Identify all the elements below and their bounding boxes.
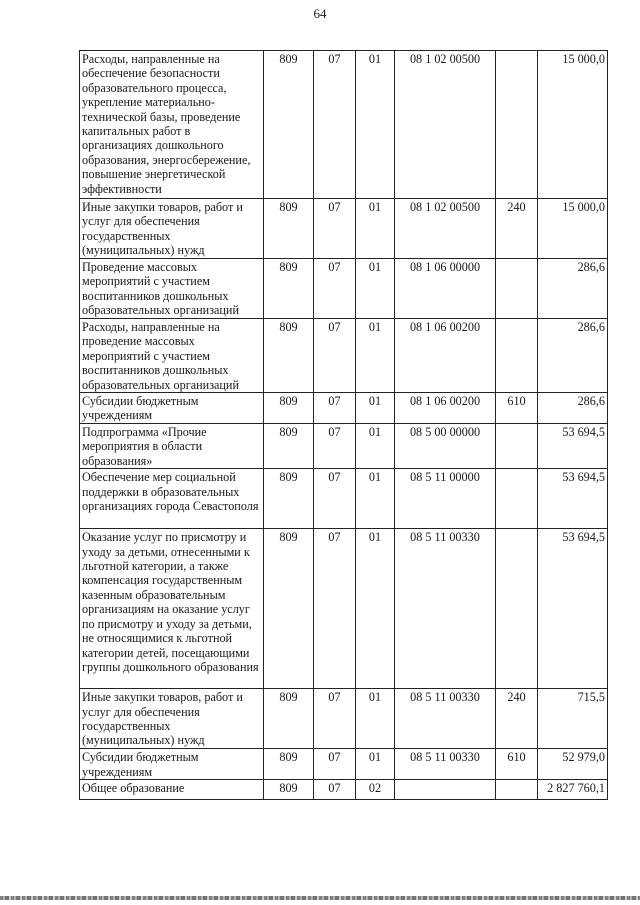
row-description: Субсидии бюджетным учреждениям xyxy=(80,393,264,424)
amount: 286,6 xyxy=(538,393,608,424)
target-article-code: 08 1 02 00500 xyxy=(395,51,496,199)
subsection-code: 01 xyxy=(356,749,395,780)
page-number: 64 xyxy=(313,6,327,21)
section-code: 07 xyxy=(314,424,356,469)
target-article-code xyxy=(395,780,496,800)
expense-type-code xyxy=(496,780,538,800)
subsection-code: 01 xyxy=(356,424,395,469)
ministry-code: 809 xyxy=(264,529,314,689)
ministry-code: 809 xyxy=(264,319,314,393)
amount: 715,5 xyxy=(538,689,608,749)
section-code: 07 xyxy=(314,529,356,689)
amount: 2 827 760,1 xyxy=(538,780,608,800)
section-code: 07 xyxy=(314,393,356,424)
subsection-code: 01 xyxy=(356,689,395,749)
ministry-code: 809 xyxy=(264,780,314,800)
subsection-code: 01 xyxy=(356,393,395,424)
ministry-code: 809 xyxy=(264,469,314,529)
section-code: 07 xyxy=(314,469,356,529)
amount: 15 000,0 xyxy=(538,199,608,259)
target-article-code: 08 5 11 00330 xyxy=(395,529,496,689)
table-row xyxy=(80,51,608,199)
row-description: Субсидии бюджетным учреждениям xyxy=(80,749,264,780)
row-description: Обеспечение мер социальной поддержки в образовательных организациях города Севастополя xyxy=(80,469,264,529)
amount: 53 694,5 xyxy=(538,424,608,469)
table-row xyxy=(80,529,608,689)
amount: 53 694,5 xyxy=(538,529,608,689)
row-description: Расходы, направленные на обеспечение безопасности образовательного процесса, укрепление материально-технической базы, проведение капитальных работ в организациях дошкольного образования, энергосбережение, повышение энергетической эффективности xyxy=(80,51,264,199)
table-row xyxy=(80,424,608,469)
table-row xyxy=(80,259,608,319)
target-article-code: 08 5 00 00000 xyxy=(395,424,496,469)
scan-edge-artifact xyxy=(0,896,640,900)
table-row xyxy=(80,749,608,780)
subsection-code: 02 xyxy=(356,780,395,800)
table-row xyxy=(80,319,608,393)
table-row xyxy=(80,199,608,259)
ministry-code: 809 xyxy=(264,199,314,259)
amount: 15 000,0 xyxy=(538,51,608,199)
row-description: Подпрограмма «Прочие мероприятия в области образования» xyxy=(80,424,264,469)
expense-type-code xyxy=(496,529,538,689)
expense-type-code xyxy=(496,319,538,393)
amount: 52 979,0 xyxy=(538,749,608,780)
section-code: 07 xyxy=(314,749,356,780)
subsection-code: 01 xyxy=(356,469,395,529)
amount: 286,6 xyxy=(538,319,608,393)
target-article-code: 08 5 11 00000 xyxy=(395,469,496,529)
amount: 286,6 xyxy=(538,259,608,319)
ministry-code: 809 xyxy=(264,51,314,199)
expense-type-code xyxy=(496,424,538,469)
row-description: Общее образование xyxy=(80,780,264,800)
row-description: Иные закупки товаров, работ и услуг для обеспечения государственных (муниципальных) нужд xyxy=(80,199,264,259)
ministry-code: 809 xyxy=(264,424,314,469)
table-row xyxy=(80,689,608,749)
expense-type-code xyxy=(496,259,538,319)
ministry-code: 809 xyxy=(264,749,314,780)
expense-type-code xyxy=(496,51,538,199)
section-code: 07 xyxy=(314,259,356,319)
section-code: 07 xyxy=(314,51,356,199)
subsection-code: 01 xyxy=(356,319,395,393)
section-code: 07 xyxy=(314,689,356,749)
expense-type-code: 610 xyxy=(496,749,538,780)
table-row xyxy=(80,393,608,424)
expense-type-code: 240 xyxy=(496,689,538,749)
budget-table xyxy=(79,50,608,800)
subsection-code: 01 xyxy=(356,51,395,199)
target-article-code: 08 1 06 00000 xyxy=(395,259,496,319)
table-row xyxy=(80,469,608,529)
section-code: 07 xyxy=(314,780,356,800)
subsection-code: 01 xyxy=(356,259,395,319)
section-code: 07 xyxy=(314,199,356,259)
expense-type-code xyxy=(496,469,538,529)
amount: 53 694,5 xyxy=(538,469,608,529)
target-article-code: 08 5 11 00330 xyxy=(395,749,496,780)
section-code: 07 xyxy=(314,319,356,393)
target-article-code: 08 5 11 00330 xyxy=(395,689,496,749)
ministry-code: 809 xyxy=(264,259,314,319)
target-article-code: 08 1 02 00500 xyxy=(395,199,496,259)
subsection-code: 01 xyxy=(356,199,395,259)
expense-type-code: 240 xyxy=(496,199,538,259)
ministry-code: 809 xyxy=(264,689,314,749)
row-description: Проведение массовых мероприятий с участием воспитанников дошкольных образовательных организаций xyxy=(80,259,264,319)
subsection-code: 01 xyxy=(356,529,395,689)
target-article-code: 08 1 06 00200 xyxy=(395,393,496,424)
target-article-code: 08 1 06 00200 xyxy=(395,319,496,393)
table-row xyxy=(80,780,608,800)
expense-type-code: 610 xyxy=(496,393,538,424)
ministry-code: 809 xyxy=(264,393,314,424)
row-description: Иные закупки товаров, работ и услуг для обеспечения государственных (муниципальных) нужд xyxy=(80,689,264,749)
row-description: Оказание услуг по присмотру и уходу за детьми, отнесенными к льготной категории, а также компенсация государственным казенным образовательным организациям на оказание услуг по присмотру и уходу за детьми, не относящимися к льготной категории детей, посещающими группы дошкольного образования xyxy=(80,529,264,689)
row-description: Расходы, направленные на проведение массовых мероприятий с участием воспитанников дошкольных образовательных организаций xyxy=(80,319,264,393)
